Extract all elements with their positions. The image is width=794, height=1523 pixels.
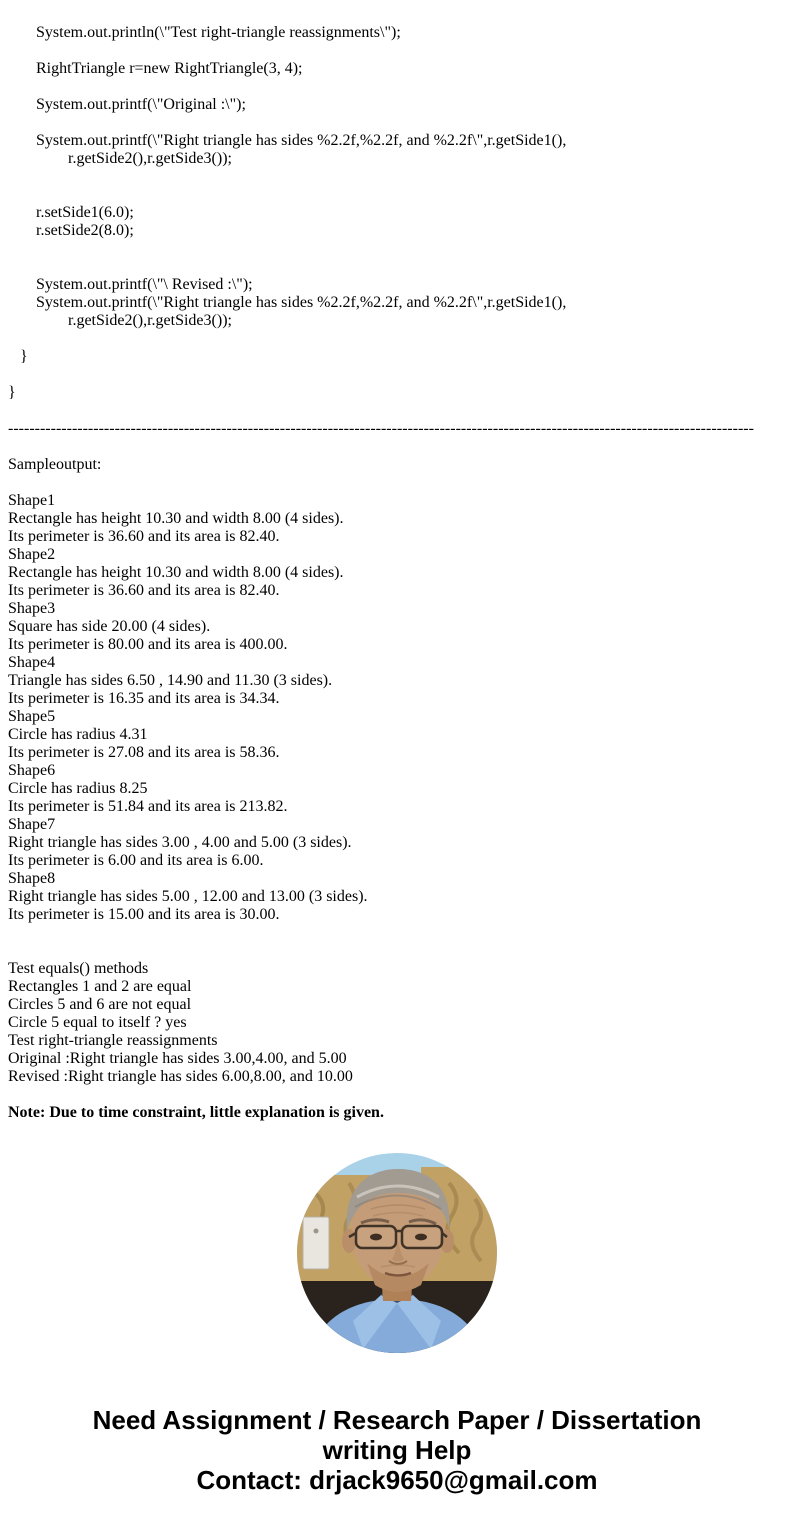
- blank-line: [8, 168, 786, 186]
- text-line: Original :Right triangle has sides 3.00,4.00, and 5.00: [8, 1050, 347, 1067]
- text-line: System.out.printf(\"Original :\");: [36, 96, 246, 113]
- blank-line: [8, 78, 786, 96]
- text-line: Shape2: [8, 546, 56, 563]
- blank-line: [8, 1086, 786, 1104]
- blank-line: [8, 240, 786, 258]
- text-line: Its perimeter is 15.00 and its area is 30.00.: [8, 906, 280, 923]
- text-line: System.out.printf(\"\ Revised :\");: [36, 276, 253, 293]
- text-line: Test equals() methods: [8, 960, 149, 977]
- text-line: Its perimeter is 36.60 and its area is 82.40.: [8, 582, 280, 599]
- text-line: r.getSide2(),r.getSide3());: [68, 312, 232, 329]
- text-line: RightTriangle r=new RightTriangle(3, 4);: [36, 60, 303, 77]
- footer-heading-line2: writing Help: [322, 1435, 472, 1465]
- text-line: Rectangles 1 and 2 are equal: [8, 978, 192, 995]
- text-line: Shape1: [8, 492, 56, 509]
- profile-photo-container: [0, 1153, 794, 1353]
- text-line: r.getSide2(),r.getSide3());: [68, 150, 232, 167]
- text-line: System.out.printf(\"Right triangle has sides %2.2f,%2.2f, and %2.2f\",r.getSide1(),: [36, 132, 567, 149]
- text-line: Revised :Right triangle has sides 6.00,8.00, and 10.00: [8, 1068, 353, 1085]
- text-line: Shape8: [8, 870, 56, 887]
- text-line: Its perimeter is 51.84 and its area is 213.82.: [8, 798, 288, 815]
- text-line: Its perimeter is 16.35 and its area is 34.34.: [8, 690, 280, 707]
- blank-line: [8, 366, 786, 384]
- text-line: Test right-triangle reassignments: [8, 1032, 218, 1049]
- text-line: Circle 5 equal to itself ? yes: [8, 1014, 187, 1031]
- text-line: Its perimeter is 6.00 and its area is 6.00.: [8, 852, 264, 869]
- separator-line: --------------------------------------------------------------------------------------------------------------------------------------------: [8, 420, 754, 437]
- text-line: Circle has radius 4.31: [8, 726, 148, 743]
- text-line: }: [8, 384, 16, 401]
- text-line: Its perimeter is 80.00 and its area is 400.00.: [8, 636, 288, 653]
- text-line: Shape5: [8, 708, 56, 725]
- footer: [0, 1405, 794, 1495]
- text-line: r.setSide2(8.0);: [36, 222, 134, 239]
- text-line: Circles 5 and 6 are not equal: [8, 996, 192, 1013]
- footer-heading-line1: Need Assignment / Research Paper / Dissertation: [92, 1405, 702, 1435]
- text-line: System.out.printf(\"Right triangle has sides %2.2f,%2.2f, and %2.2f\",r.getSide1(),: [36, 294, 567, 311]
- text-line: Square has side 20.00 (4 sides).: [8, 618, 211, 635]
- blank-line: [8, 330, 786, 348]
- profile-photo: [297, 1153, 497, 1353]
- text-line: Circle has radius 8.25: [8, 780, 148, 797]
- text-line: Its perimeter is 27.08 and its area is 58.36.: [8, 744, 280, 761]
- footer-contact: Contact: drjack9650@gmail.com: [196, 1465, 598, 1495]
- blank-line: [8, 942, 786, 960]
- photo-switch-plate: [303, 1217, 329, 1269]
- blank-line: [8, 114, 786, 132]
- text-line: System.out.println(\"Test right-triangle reassignments\");: [36, 24, 401, 41]
- text-line: Shape6: [8, 762, 56, 779]
- note-text: Note: Due to time constraint, little explanation is given.: [8, 1104, 384, 1121]
- text-line: Shape7: [8, 816, 56, 833]
- blank-line: [8, 186, 786, 204]
- text-line: Shape4: [8, 654, 56, 671]
- blank-line: [8, 474, 786, 492]
- blank-line: [8, 258, 786, 276]
- text-line: Rectangle has height 10.30 and width 8.00 (4 sides).: [8, 564, 344, 581]
- text-line: r.setSide1(6.0);: [36, 204, 134, 221]
- blank-line: [8, 42, 786, 60]
- text-line: }: [20, 348, 28, 365]
- text-line: Rectangle has height 10.30 and width 8.00 (4 sides).: [8, 510, 344, 527]
- text-line: Right triangle has sides 5.00 , 12.00 and 13.00 (3 sides).: [8, 888, 368, 905]
- text-line: Shape3: [8, 600, 56, 617]
- blank-line: [8, 438, 786, 456]
- text-line: Its perimeter is 36.60 and its area is 82.40.: [8, 528, 280, 545]
- sample-output-label: Sampleoutput:: [8, 456, 102, 473]
- text-line: Right triangle has sides 3.00 , 4.00 and 5.00 (3 sides).: [8, 834, 352, 851]
- blank-line: [8, 402, 786, 420]
- blank-line: [8, 924, 786, 942]
- text-line: Triangle has sides 6.50 , 14.90 and 11.30 (3 sides).: [8, 672, 333, 689]
